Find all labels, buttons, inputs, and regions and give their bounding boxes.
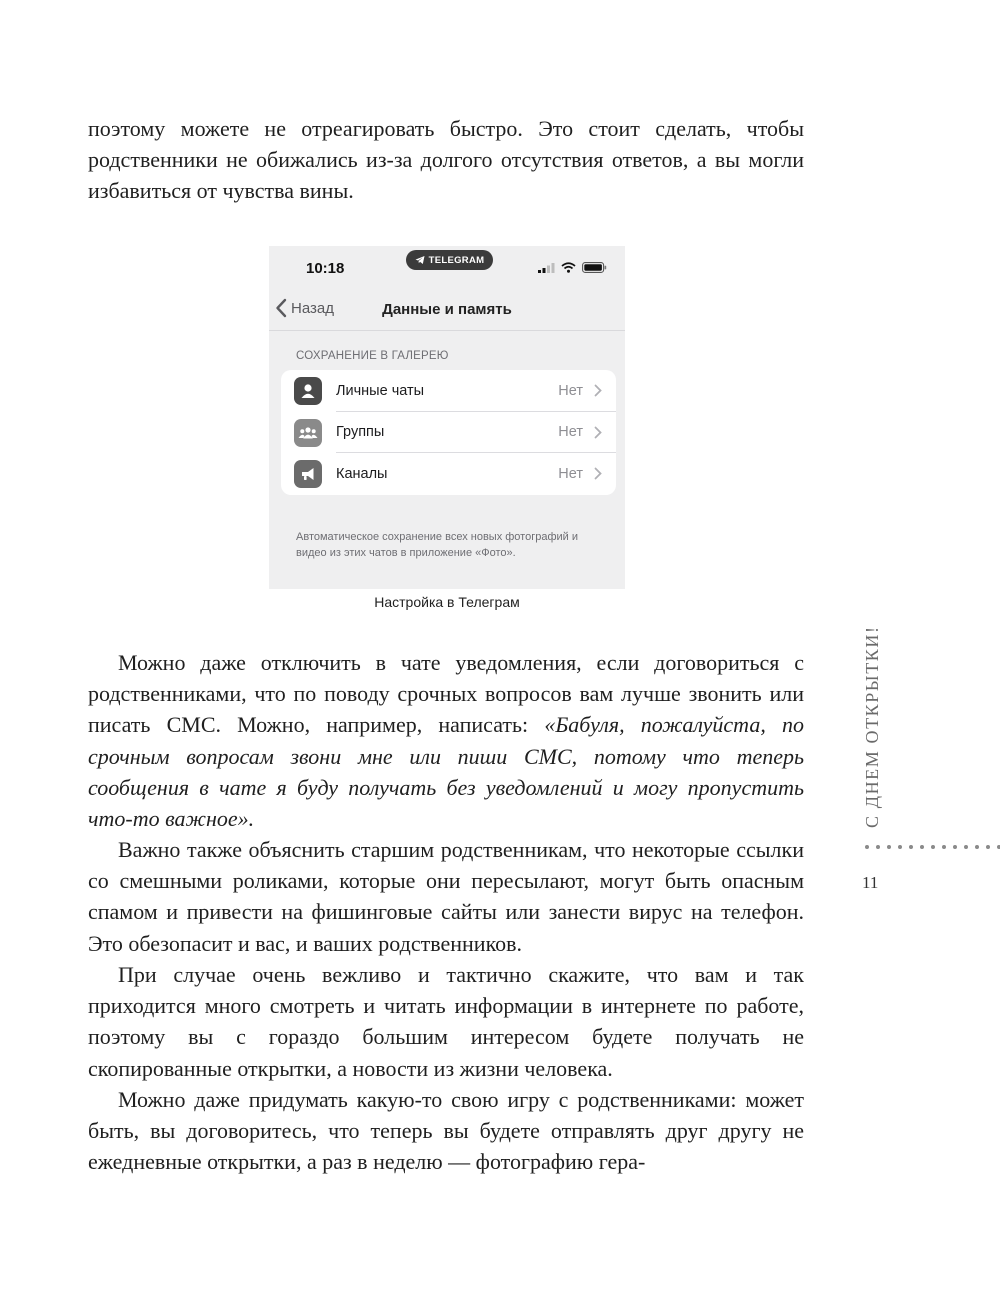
row-value: Нет bbox=[558, 382, 583, 399]
status-time: 10:18 bbox=[306, 260, 345, 277]
group-icon bbox=[294, 419, 322, 447]
navigation-bar bbox=[269, 290, 625, 331]
row-groups[interactable] bbox=[281, 412, 616, 454]
quote-italic: «Бабуля, пожалуйста, по срочным вопросам звони мне или пиши СМС, потому что теперь сообщения в чате я буду получать без уведомлений и могу пропустить что-то важное». bbox=[88, 712, 804, 832]
row-value: Нет bbox=[558, 465, 583, 482]
status-icons bbox=[538, 262, 607, 273]
chevron-right-icon bbox=[594, 426, 602, 439]
row-value: Нет bbox=[558, 424, 583, 441]
cellular-signal-icon bbox=[538, 263, 555, 273]
section-footnote: Автоматическое сохранение всех новых фотографий и видео из этих чатов в приложение «Фото». bbox=[296, 531, 579, 559]
page-number: 11 bbox=[862, 873, 879, 892]
paragraph-2-text: Можно даже отключить в чате уведомления, если договориться с родственниками, что по поводу срочных вопросов вам лучше звонить или писать СМС. Можно, например, написать: bbox=[88, 650, 804, 738]
chevron-right-icon bbox=[594, 384, 602, 397]
running-head: С ДНЕМ ОТКРЫТКИ! bbox=[862, 625, 882, 828]
screen-title: Данные и память bbox=[382, 301, 512, 318]
row-label: Каналы bbox=[336, 465, 388, 482]
person-icon bbox=[294, 377, 322, 405]
app-pill-label: TELEGRAM bbox=[428, 254, 485, 266]
row-label: Личные чаты bbox=[336, 382, 425, 399]
wifi-icon bbox=[561, 262, 576, 273]
battery-icon bbox=[582, 262, 607, 273]
paragraph-1: поэтому можете не отреагировать быстро. Это стоит сделать, чтобы родственники не обижались из-за долгого отсутствия ответов, а вы могли избавиться от чувства вины. bbox=[88, 116, 804, 204]
back-label: Назад bbox=[291, 299, 334, 317]
section-header: СОХРАНЕНИЕ В ГАЛЕРЕЮ bbox=[296, 350, 449, 362]
telegram-settings-screenshot bbox=[269, 246, 625, 589]
row-private-chats[interactable] bbox=[281, 370, 616, 412]
telegram-pill bbox=[406, 250, 493, 270]
settings-list bbox=[281, 370, 616, 495]
telegram-plane-icon bbox=[415, 255, 425, 265]
row-label: Группы bbox=[336, 424, 385, 441]
figure-caption: Настройка в Телеграм bbox=[374, 594, 520, 610]
megaphone-icon bbox=[294, 460, 322, 488]
chevron-right-icon bbox=[594, 467, 602, 480]
dotted-rule bbox=[864, 843, 1000, 851]
row-channels[interactable] bbox=[281, 453, 616, 495]
paragraph-2 bbox=[88, 647, 804, 834]
paragraph-3: Важно также объяснить старшим родственникам, что некоторые ссылки со смешными роликами, которые они пересылают, могут быть опасным спамом и привести на фишинговые сайты или занести вирус на телефон. Это обезопасит и вас, и ваших родственников. bbox=[88, 837, 804, 956]
paragraph-4: При случае очень вежливо и тактично скажите, что вам и так приходится много смотреть и читать информации в интернете по работе, поэтому вы с гораздо большим интересом будете получать не скопированные открытки, а новости из жизни человека. bbox=[88, 962, 804, 1081]
paragraph-5: Можно даже придумать какую-то свою игру с родственниками: может быть, вы договоритесь, что теперь вы будете отправлять друг другу не ежедневные открытки, а раз в неделю — фотографию гера- bbox=[88, 1087, 804, 1175]
